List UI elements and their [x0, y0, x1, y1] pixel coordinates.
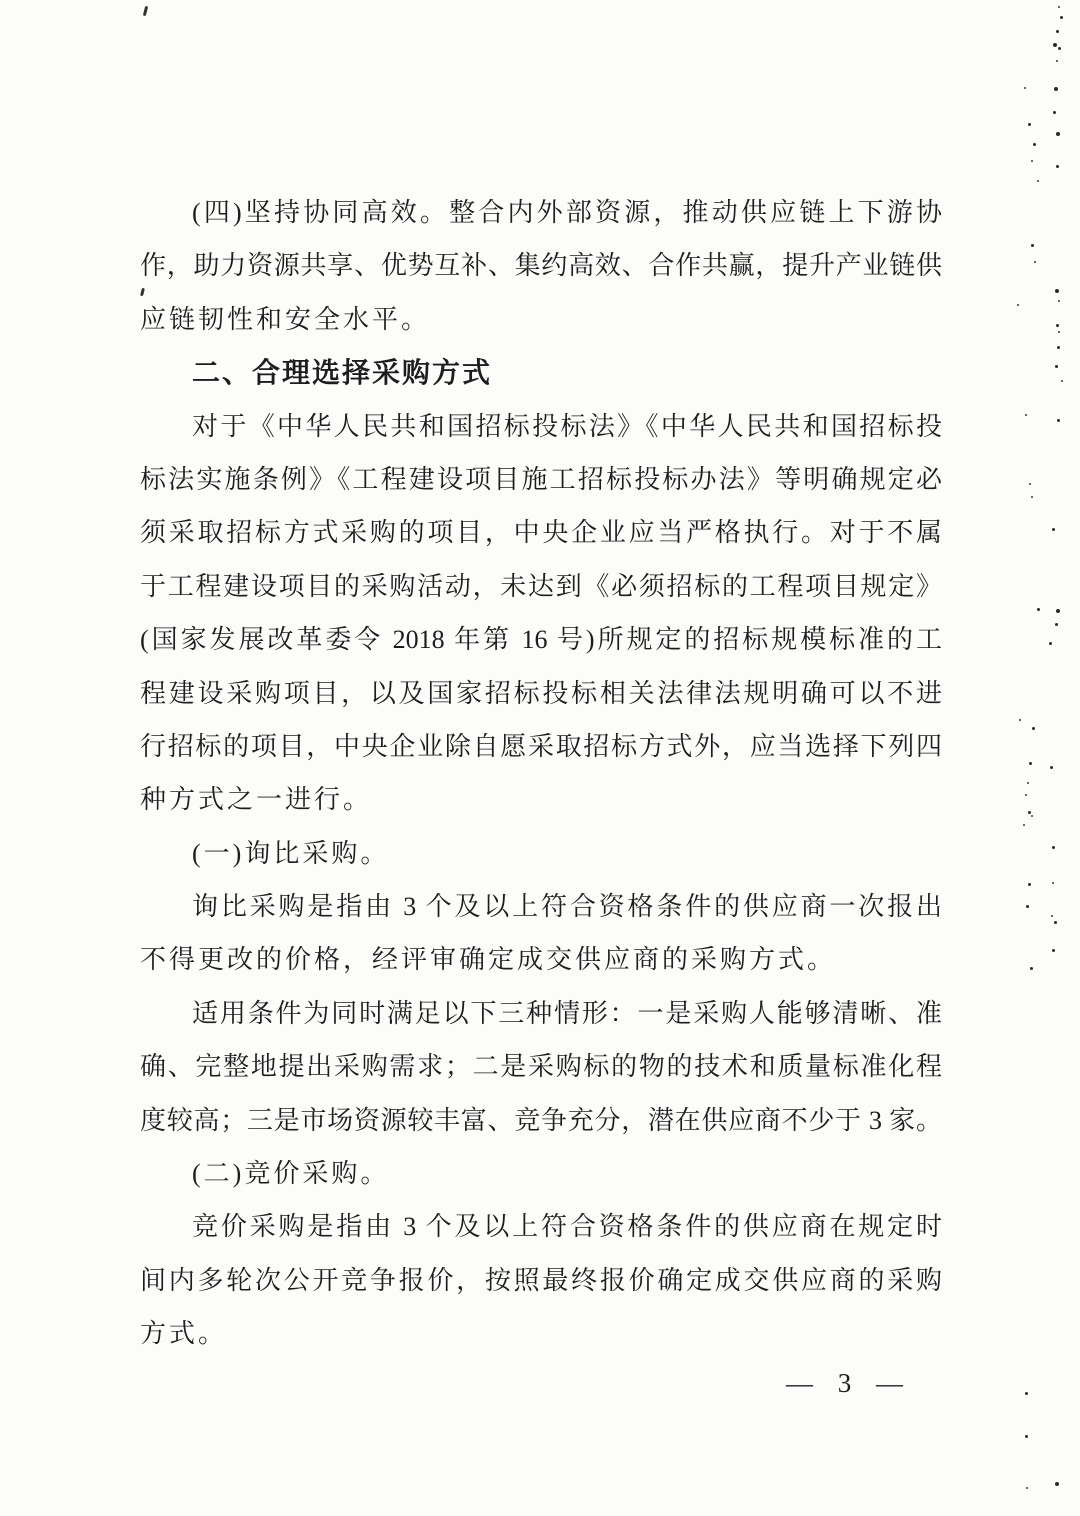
scan-speck: [1055, 289, 1059, 293]
subsection-heading: (二)竞价采购。: [192, 1159, 390, 1189]
scan-speck: [1056, 609, 1060, 613]
text-line: 间内多轮次公开竞争报价，按照最终报价确定成交供应商的采购: [140, 1265, 942, 1295]
scan-speck: [143, 6, 148, 16]
text-line: 须采取招标方式采购的项目，中央企业应当严格执行。对于不属: [140, 518, 942, 548]
text-line: 于工程建设项目的采购活动，未达到《必须招标的工程项目规定》: [140, 571, 942, 601]
scan-speck: [1037, 180, 1039, 182]
scan-speck: [1031, 160, 1033, 162]
text-line: (国家发展改革委令 2018 年第 16 号)所规定的招标规模标准的工: [140, 625, 942, 655]
scan-speck: [1029, 762, 1032, 765]
scan-speck: [1058, 6, 1060, 8]
scan-speck: [1049, 642, 1052, 645]
scan-speck: [1028, 123, 1031, 126]
scan-speck: [1052, 949, 1055, 952]
text-line: 种方式之一进行。: [140, 785, 373, 815]
scan-speck: [1061, 380, 1063, 382]
scan-speck: [1055, 623, 1058, 626]
scan-speck: [1028, 883, 1031, 886]
scan-speck: [1055, 1482, 1059, 1486]
scan-speck: [1025, 1392, 1028, 1395]
text-line: (四)坚持协同高效。整合内外部资源，推动供应链上下游协: [192, 198, 942, 227]
scan-speck: [1031, 815, 1033, 817]
scan-speck: [1025, 414, 1027, 416]
text-line: 询比采购是指由 3 个及以上符合资格条件的供应商一次报出: [192, 892, 942, 922]
scan-speck: [1056, 165, 1059, 168]
scan-speck: [1025, 1435, 1028, 1438]
page-number: — 3 —: [786, 1368, 912, 1398]
scan-speck: [1056, 60, 1058, 62]
scan-speck: [1033, 143, 1036, 146]
text-line: 确、完整地提出采购需求；二是采购标的物的技术和质量标准化程: [140, 1052, 942, 1082]
text-line: 适用条件为同时满足以下三种情形：一是采购人能够清晰、准: [192, 998, 942, 1028]
scan-speck: [1052, 846, 1055, 849]
scan-speck: [1031, 496, 1033, 498]
document-text: [140, 186, 942, 1361]
text-line: 对于《中华人民共和国招标投标法》《中华人民共和国招标投: [192, 411, 942, 441]
scan-speck: [1055, 365, 1058, 368]
scan-speck: [1057, 346, 1060, 349]
scan-speck: [1053, 111, 1056, 114]
scan-speck: [1025, 794, 1027, 796]
scan-speck: [1056, 324, 1059, 327]
scan-speck: [1031, 244, 1034, 247]
subsection-heading: (一)询比采购。: [192, 838, 390, 868]
text-line: 不得更改的价格，经评审确定成交供应商的采购方式。: [140, 945, 837, 975]
scan-speck: [1056, 30, 1059, 33]
section-heading: 二、合理选择采购方式: [192, 357, 493, 389]
text-line: 行招标的项目，中央企业除自愿采取招标方式外，应当选择下列四: [140, 731, 942, 761]
scan-speck: [1054, 87, 1058, 91]
scan-speck: [1058, 47, 1061, 50]
scan-speck: [1051, 915, 1053, 917]
scan-speck: [1056, 132, 1060, 136]
scan-speck: [1030, 967, 1033, 970]
text-line: 竞价采购是指由 3 个及以上符合资格条件的供应商在规定时: [192, 1212, 942, 1242]
scan-speck: [1054, 921, 1057, 924]
scan-speck: [1017, 304, 1019, 306]
scan-speck: [1053, 43, 1057, 47]
scan-speck: [1057, 419, 1060, 422]
text-line: 程建设采购项目，以及国家招标投标相关法律法规明确可以不进: [140, 678, 942, 708]
scan-speck: [1032, 727, 1035, 730]
scan-speck: [1058, 300, 1060, 302]
scan-speck: [1050, 766, 1053, 769]
scan-speck: [1026, 1487, 1028, 1489]
scan-speck: [1029, 483, 1031, 485]
scan-speck: [1058, 331, 1060, 333]
text-line: 度较高；三是市场资源较丰富、竞争充分，潜在供应商不少于 3 家。: [140, 1105, 942, 1135]
text-line: 作，助力资源共享、优势互补、集约高效、合作共赢，提升产业链供: [140, 251, 942, 281]
scan-speck: [1028, 811, 1031, 814]
scan-speck: [1027, 782, 1029, 784]
scan-speck: [1052, 882, 1054, 884]
scan-speck: [1052, 528, 1055, 531]
scan-speck: [1019, 719, 1021, 721]
scan-speck: [1023, 824, 1025, 826]
scan-speck: [1026, 905, 1029, 908]
scan-speck: [1060, 16, 1063, 19]
text-line: 应链韧性和安全水平。: [140, 304, 431, 334]
scan-speck: [1037, 608, 1040, 611]
scan-speck: [1034, 261, 1036, 263]
text-line: 方式。: [140, 1319, 228, 1349]
scan-speck: [1024, 87, 1026, 89]
text-line: 标法实施条例》《工程建设项目施工招标投标办法》等明确规定必: [140, 464, 942, 494]
